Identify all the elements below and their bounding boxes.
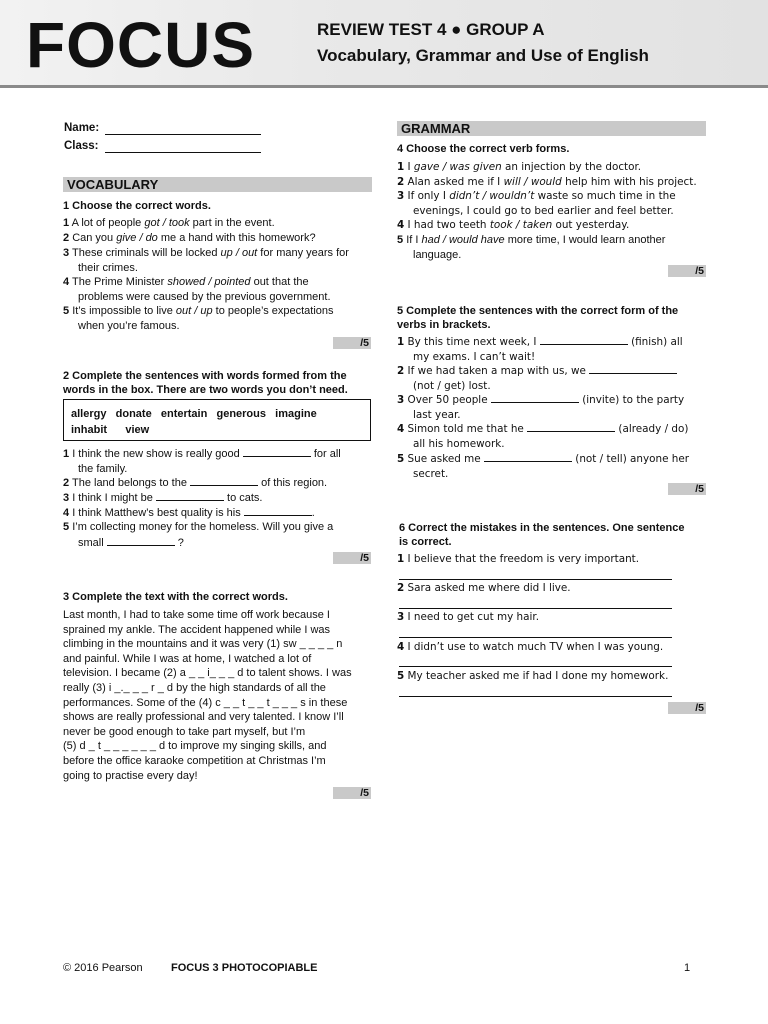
q4-item-2: 2 Alan asked me if I will / would help him with his project. <box>397 176 697 188</box>
grammar-heading: GRAMMAR <box>397 121 706 136</box>
q3-text: Last month, I had to take some time off work because I sprained my ankle. The accident happened while I was climbing in the mountains and it was very (1) sw _ _ _ _ n and painful. While I was at home, I watched a lot of television. I became (2) a _ _ i_ _ _ d to talent shows. I was really (3) i _._ _ _ r _ d by the high standards of all the performances. Some of the (4) c _ _ t _ _ t _ _ _ s in these shows are really professional and very talented. I know I’ll never be good enough to take part myself, but I’m (5) d _ t _ _ _ _ _ _ d to improve my singing skills, and before the office karaoke competition at Christmas I’m going to practise every day! <box>63 609 352 782</box>
q3-title: 3 Complete the text with the correct words. <box>63 591 288 603</box>
q5-title: 5 Complete the sentences with the correct form of the verbs in brackets. <box>397 305 679 331</box>
q5-item-2: 2 If we had taken a map with us, we (not / get) lost. <box>397 363 677 393</box>
test-subtitle: Vocabulary, Grammar and Use of English <box>317 46 649 65</box>
q5-item-4: 4 Simon told me that he (already / do) all his homework. <box>397 423 689 450</box>
name-line[interactable] <box>105 134 261 135</box>
q4-score: /5 <box>668 265 706 277</box>
test-title: REVIEW TEST 4 ● GROUP A <box>317 20 545 39</box>
class-field[interactable] <box>64 140 264 152</box>
answer-blank[interactable] <box>484 451 572 462</box>
q6-answer-line-3[interactable] <box>399 637 672 638</box>
q5-score: /5 <box>668 483 706 495</box>
q6-item-2: 2 Sara asked me where did I live. <box>397 582 571 594</box>
q6-item-5: 5 My teacher asked me if had I done my homework. <box>397 670 669 682</box>
q6-item-3: 3 I need to get cut my hair. <box>397 611 539 623</box>
q6-answer-line-5[interactable] <box>399 696 672 697</box>
q6-item-1: 1 I believe that the freedom is very important. <box>397 553 640 565</box>
q1-item-5: 5 It’s impossible to live out / up to people’s expectations when you’re famous. <box>63 305 334 332</box>
footer-copyright: © 2016 Pearson <box>63 962 143 974</box>
q2-title: 2 Complete the sentences with words formed from the words in the box. There are two words you don’t need. <box>63 370 348 396</box>
q1-item-4: 4 The Prime Minister showed / pointed out that the problems were caused by the previous government. <box>63 276 331 303</box>
q5-item-5: 5 Sue asked me (not / tell) anyone her secret. <box>397 453 690 480</box>
q1-item-1: 1 A lot of people got / took part in the event. <box>63 217 275 229</box>
answer-blank[interactable] <box>244 505 312 516</box>
focus-logo: FOCUS <box>26 9 255 81</box>
q2-item-3: 3 I think I might be to cats. <box>63 492 263 504</box>
vocabulary-heading: VOCABULARY <box>63 177 372 192</box>
q4-item-5: 5 If I had / would have more time, I would learn another language. <box>397 234 666 261</box>
page-number: 1 <box>684 962 691 974</box>
name-field[interactable] <box>64 122 264 134</box>
answer-blank[interactable] <box>156 490 224 501</box>
q6-title: 6 Correct the mistakes in the sentences. One sentence is correct. <box>399 522 685 548</box>
header-divider <box>0 85 768 88</box>
answer-blank[interactable] <box>107 535 175 546</box>
q4-title: 4 Choose the correct verb forms. <box>397 143 570 155</box>
answer-blank[interactable] <box>527 421 615 432</box>
answer-blank[interactable] <box>243 446 311 457</box>
q2-item-1: 1 I think the new show is really good for all the family. <box>63 448 341 475</box>
q6-answer-line-1[interactable] <box>399 579 672 580</box>
q6-score: /5 <box>668 702 706 714</box>
q1-item-2: 2 Can you give / do me a hand with this homework? <box>63 232 316 244</box>
q5-item-1: 1 By this time next week, I (finish) all my exams. I can’t wait! <box>397 336 683 363</box>
q5-item-3: 3 Over 50 people (invite) to the party last year. <box>397 394 685 421</box>
answer-blank[interactable] <box>190 475 258 486</box>
answer-blank[interactable] <box>491 392 579 403</box>
q1-item-3: 3 These criminals will be locked up / out for many years for their crimes. <box>63 247 349 274</box>
answer-blank[interactable] <box>589 363 677 374</box>
q6-answer-line-4[interactable] <box>399 666 672 667</box>
footer-label: FOCUS 3 PHOTOCOPIABLE <box>171 962 318 974</box>
q6-answer-line-2[interactable] <box>399 608 672 609</box>
word-box: allergy donate entertain generous imagine inhabit view <box>63 399 371 441</box>
q2-item-4: 4 I think Matthew’s best quality is his . <box>63 507 315 519</box>
q1-title: 1 Choose the correct words. <box>63 200 211 212</box>
q2-item-2: 2 The land belongs to the of this region. <box>63 477 328 489</box>
class-label: Class: <box>64 140 99 152</box>
class-line[interactable] <box>105 152 261 153</box>
q4-item-4: 4 I had two teeth took / taken out yesterday. <box>397 219 630 231</box>
answer-blank[interactable] <box>540 334 628 345</box>
q4-item-1: 1 I gave / was given an injection by the doctor. <box>397 161 642 173</box>
q3-score: /5 <box>333 787 371 799</box>
q1-score: /5 <box>333 337 371 349</box>
q2-score: /5 <box>333 552 371 564</box>
name-label: Name: <box>64 122 100 134</box>
q4-item-3: 3 If only I didn’t / wouldn’t waste so much time in the evenings, I could go to bed earlier and feel better. <box>397 190 676 217</box>
q2-item-5: 5 I’m collecting money for the homeless. Will you give a small ? <box>63 521 334 549</box>
q6-item-4: 4 I didn’t use to watch much TV when I was young. <box>397 641 664 653</box>
